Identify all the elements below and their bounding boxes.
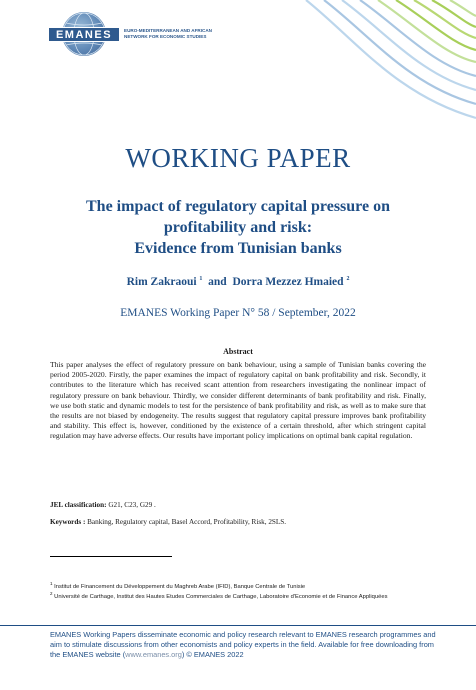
author-separator: and: [208, 276, 227, 288]
logo-line-1: EURO-MEDITERRANEAN AND AFRICAN: [124, 28, 212, 33]
keywords-label: Keywords :: [50, 518, 86, 526]
copyright-text: ) © EMANES 2022: [181, 650, 244, 659]
authors: [0, 276, 476, 288]
dissemination-note: [50, 630, 440, 660]
bottom-divider: [0, 625, 476, 626]
author-1-footnote-mark: 1: [199, 276, 203, 283]
decorative-swoosh-lines: [246, 0, 476, 150]
abstract-text: This paper analyses the effect of regulatory pressure on bank behaviour, using a sample of Tunisian banks covering the period 2005-2020. Firstly, the paper examines the impact of regulatory capital on bank profitability and risk. Secondly, it contributes to the literature which has received scant attention from researchers investigating the nonlinear impact of regulatory pressure on bank behaviour. Thirdly, we consider different determinants of bank profitability and risk. Finally, we use both static and dynamic models to test for the persistence of bank profitability and risk, as well as to make sure that the results are not biased by endogeneity. The results suggest that regulatory capital pressure improves bank profitability and stability. This effect is, however, conditioned by the existence of a certain threshold, after which stringent capital regulation may have adverse effects. Our results have important policy implications on optimal bank capital regulation.: [50, 360, 426, 441]
logo-badge: [48, 12, 120, 56]
emanes-logo: [48, 12, 244, 56]
footnote-2-text: Université de Carthage, Institut des Hautes Etudes Commerciales de Carthage, Laboratoire d'Economie et de Finance Appliquées: [54, 593, 388, 600]
keywords: [50, 518, 426, 526]
footnote-1-text: Institut de Financement du Développement du Maghreb Arabe (IFID), Banque Centrale de Tunisie: [54, 583, 306, 590]
paper-title-line-2: profitability and risk:: [163, 219, 313, 236]
working-paper-series: EMANES Working Paper N° 58 / September, 2022: [120, 307, 356, 319]
logo-acronym: EMANES: [48, 27, 120, 42]
author-2: Dorra Mezzez Hmaied: [232, 276, 344, 288]
document-type-title: WORKING PAPER: [125, 143, 351, 173]
jel-value: G21, C23, G29 .: [108, 501, 156, 509]
logo-line-2: NETWORK FOR ECONOMIC STUDIES: [124, 34, 207, 39]
emanes-website-link[interactable]: www.emanes.org: [125, 650, 182, 659]
keywords-value: Banking, Regulatory capital, Basel Accord, Profitability, Risk, 2SLS.: [87, 518, 287, 526]
paper-title: [40, 196, 436, 259]
jel-label: JEL classification:: [50, 501, 107, 509]
author-1: Rim Zakraoui: [126, 276, 197, 288]
author-2-footnote-mark: 2: [346, 276, 350, 283]
footnote-2-mark: 2: [50, 591, 53, 596]
logo-network-name: [124, 28, 244, 40]
jel-classification: [50, 501, 426, 509]
paper-title-line-3: Evidence from Tunisian banks: [134, 240, 342, 257]
footnote-1-mark: 1: [50, 581, 53, 586]
dissemination-text: EMANES Working Papers disseminate economic and policy research relevant to EMANES research programmes and aim to stimulate discussions from other economists and policy experts in the field. Available for free downloading from the EMANES website (: [50, 630, 436, 659]
footnote-2: [50, 590, 426, 601]
abstract-heading: Abstract: [223, 347, 253, 356]
paper-title-line-1: The impact of regulatory capital pressure on: [86, 198, 390, 215]
footnote-divider: [50, 556, 172, 557]
